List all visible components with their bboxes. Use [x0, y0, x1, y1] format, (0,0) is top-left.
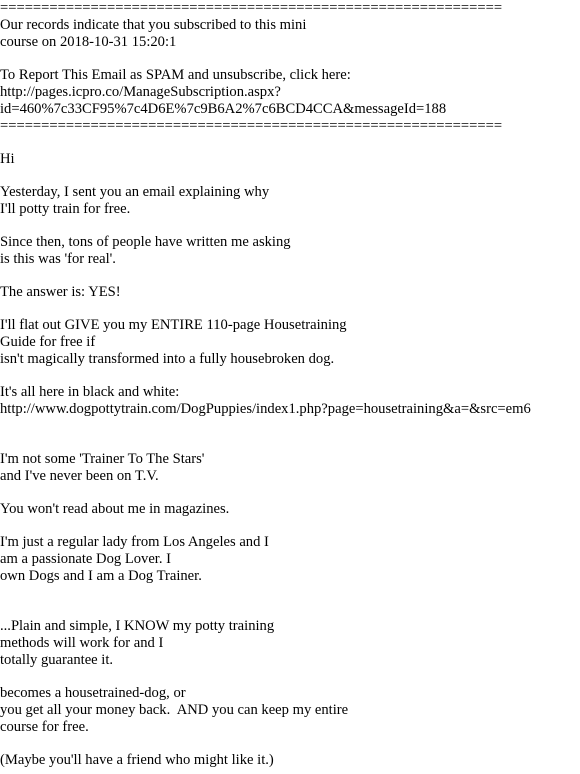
- paragraph-6-line-2: and I've never been on T.V.: [0, 468, 159, 484]
- paragraph-5-line-1: It's all here in black and white:: [0, 384, 180, 400]
- subscription-notice-line-1: Our records indicate that you subscribed to this mini: [0, 17, 307, 33]
- paragraph-8-line-2: am a passionate Dog Lover. I: [0, 551, 172, 567]
- unsubscribe-link-line-1[interactable]: http://pages.icpro.co/ManageSubscription.aspx?: [0, 84, 281, 100]
- paragraph-10-line-1: becomes a housetrained-dog, or: [0, 685, 186, 701]
- paragraph-8-line-1: I'm just a regular lady from Los Angeles and I: [0, 534, 269, 550]
- housetraining-link[interactable]: http://www.dogpottytrain.com/DogPuppies/index1.php?page=housetraining&a=&src=em6: [0, 401, 531, 417]
- paragraph-10-line-2: you get all your money back. AND you can keep my entire: [0, 702, 349, 718]
- paragraph-9-line-2: methods will work for and I: [0, 635, 164, 651]
- header-rule-top: =============================================================: [0, 0, 503, 16]
- unsubscribe-link-line-2[interactable]: id=460%7c33CF95%7c4D6E%7c9B6A2%7c6BCD4CCA&messageId=188: [0, 101, 447, 117]
- paragraph-9-line-3: totally guarantee it.: [0, 652, 114, 668]
- paragraph-1-line-2: I'll potty train for free.: [0, 201, 131, 217]
- paragraph-6-line-1: I'm not some 'Trainer To The Stars': [0, 451, 205, 467]
- paragraph-4-line-3: isn't magically transformed into a fully housebroken dog.: [0, 351, 335, 367]
- paragraph-4-line-1: I'll flat out GIVE you my ENTIRE 110-page Housetraining: [0, 317, 347, 333]
- paragraph-9-line-1: ...Plain and simple, I KNOW my potty training: [0, 618, 275, 634]
- paragraph-4-line-2: Guide for free if: [0, 334, 96, 350]
- header-rule-bottom: =============================================================: [0, 118, 503, 134]
- paragraph-1-line-1: Yesterday, I sent you an email explaining why: [0, 184, 270, 200]
- greeting: Hi: [0, 151, 15, 167]
- paragraph-11: (Maybe you'll have a friend who might like it.): [0, 752, 274, 768]
- paragraph-3: The answer is: YES!: [0, 284, 121, 300]
- paragraph-2-line-1: Since then, tons of people have written me asking: [0, 234, 291, 250]
- paragraph-10-line-3: course for free.: [0, 719, 89, 735]
- paragraph-7: You won't read about me in magazines.: [0, 501, 230, 517]
- subscription-notice-line-2: course on 2018-10-31 15:20:1: [0, 34, 177, 50]
- spam-notice-line-1: To Report This Email as SPAM and unsubscribe, click here:: [0, 67, 351, 83]
- paragraph-2-line-2: is this was 'for real'.: [0, 251, 116, 267]
- paragraph-8-line-3: own Dogs and I am a Dog Trainer.: [0, 568, 202, 584]
